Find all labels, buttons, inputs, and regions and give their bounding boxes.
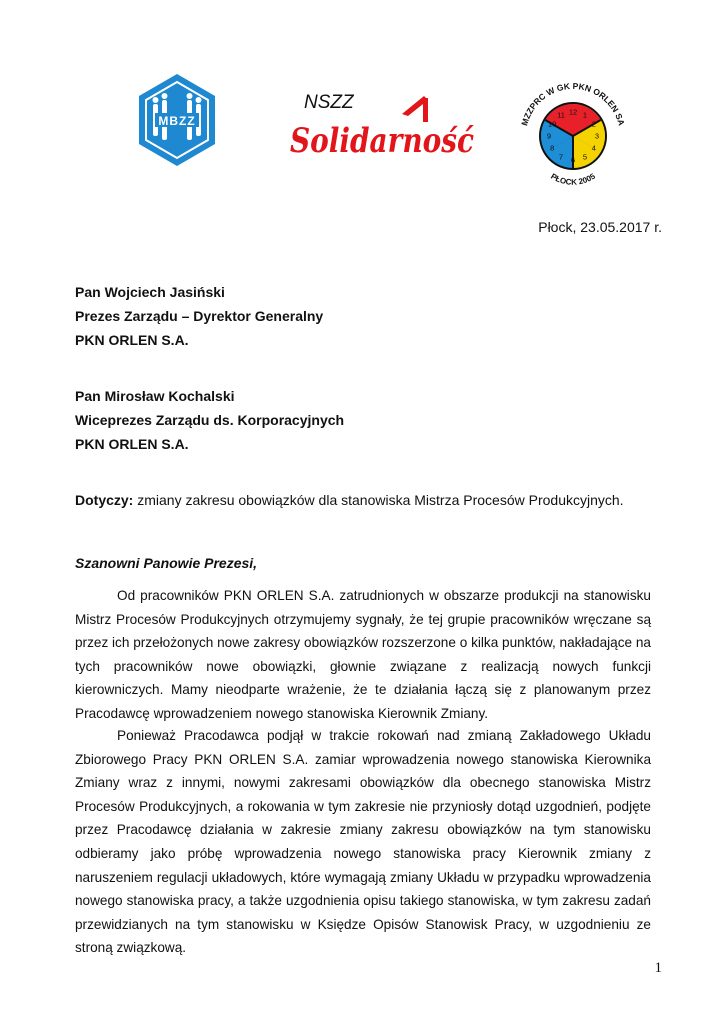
- clock-number: 5: [582, 152, 588, 162]
- clock-number: 3: [594, 131, 600, 141]
- body-paragraph-1: Od pracowników PKN ORLEN S.A. zatrudnionych w obszarze produkcji na stanowisku Mistrz Procesów Produkcyjnych otrzymujemy sygnały, że tej grupie pracowników wręczane są przez ich przełożonych nowe zakresy obowiązków rozszerzone o kilka punktów, nakładające na tych pracowników nowe obowiązki, głownie związane z realizacją nowych funkcji kierowniczych. Mamy nieodparte wrażenie, że te działania łączą się z planowanym przez Pracodawcę wprowadzeniem nowego stanowiska Kierownik Zmiany.: [75, 588, 651, 721]
- clock-number: 1: [582, 110, 588, 120]
- svg-text:PŁOCK 2005: [549, 171, 597, 186]
- plock-2005-text: PŁOCK 2005: [549, 171, 597, 187]
- nszz-text: NSZZ: [304, 92, 354, 113]
- clock-number: 7: [558, 152, 564, 162]
- mzzprc-logo: [512, 78, 634, 188]
- clock-number: 4: [591, 143, 596, 153]
- salutation: Szanowni Panowie Prezesi,: [75, 555, 258, 571]
- recipient-company: PKN ORLEN S.A.: [75, 332, 189, 348]
- subject-line: [75, 492, 624, 508]
- recipient-block-1: [75, 280, 323, 352]
- recipient-title: Wiceprezes Zarządu ds. Korporacyjnych: [75, 412, 345, 428]
- mbzz-logo-text: MBZZ: [158, 114, 196, 128]
- clock-number: 6: [570, 155, 576, 165]
- clock-number: 10: [548, 119, 557, 129]
- page-number: 1: [654, 960, 662, 976]
- subject-text: zmiany zakresu obowiązków dla stanowiska Mistrza Procesów Produkcyjnych.: [133, 492, 624, 508]
- recipient-block-2: [75, 384, 344, 456]
- clock-number: 8: [550, 143, 555, 153]
- mbzz-logo: [135, 72, 219, 168]
- mzzprc-arc-text: MZZPRC W GK PKN ORLEN SA: [519, 80, 627, 127]
- solidarnosc-logo: [282, 86, 482, 168]
- clock-number: 11: [557, 110, 565, 120]
- letter-date: Płock, 23.05.2017 r.: [538, 219, 662, 235]
- recipient-company: PKN ORLEN S.A.: [75, 436, 189, 452]
- body-paragraph-2: Ponieważ Pracodawca podjął w trakcie rokowań nad zmianą Zakładowego Układu Zbiorowego Pracy PKN ORLEN S.A. zamiar wprowadzenia nowego stanowiska Kierownika Zmiany wraz z innymi, nowymi zakresami obowiązków dla obecnego stanowiska Mistrz Procesów Produkcyjnych, a rokowania w tym zakresie nie przyniosły dotąd uzgodnień, podjęte przez Pracodawcę działania w zakresie zmiany zakresu obowiązków na tym stanowisku odbieramy jako próbę wprowadzenia nowego stanowiska pracy Kierownik zmiany z naruszeniem regulacji układowych, które wymagają zmiany Układu w przypadku wprowadzenia nowego stanowiska pracy, a także uzgodnienia opisu takiego stanowiska, w tym zakresu zadań przewidzianych na tym stanowisku w Księdze Opisów Stanowisk Pracy, w uzgodnieniu ze stroną związkową.: [75, 728, 651, 956]
- clock-number: 9: [546, 131, 552, 141]
- solidarnosc-text: Solidarność: [290, 121, 475, 161]
- clock-number: 2: [591, 119, 596, 129]
- recipient-title: Prezes Zarządu – Dyrektor Generalny: [75, 308, 324, 324]
- recipient-name: Pan Mirosław Kochalski: [75, 388, 235, 404]
- clock-number: 12: [568, 107, 578, 117]
- recipient-name: Pan Wojciech Jasiński: [75, 284, 225, 300]
- subject-label: Dotyczy:: [75, 492, 134, 508]
